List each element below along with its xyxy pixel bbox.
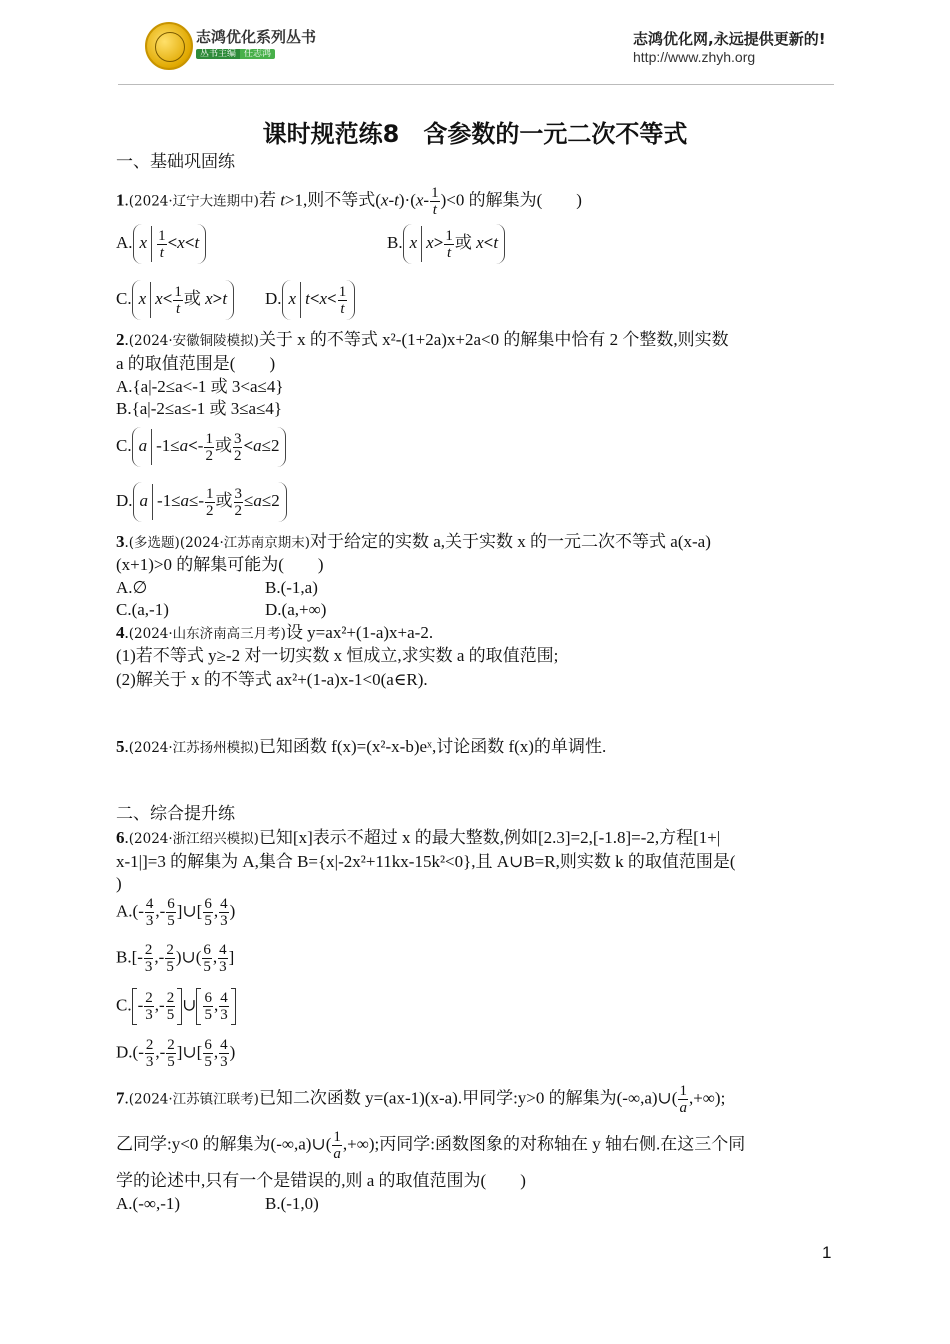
question-5-stem: 5.(2024·江苏扬州模拟)已知函数 f(x)=(x²-x-b)eˣ,讨论函数 f(x)的单调性. <box>116 737 607 756</box>
question-1-option-c[interactable]: C. x x< $\frac{1}{t}$ 或 x>t <box>116 280 234 320</box>
question-3-option-d[interactable]: D.(a,+∞) <box>265 600 327 619</box>
question-6-option-b[interactable]: B.[- $\frac{2}{3}$ ,- $\frac{2}{5}$ )∪( $\frac{6}{5}$ , $\frac{4}{3}$ ] <box>116 942 235 975</box>
question-2-option-c[interactable]: C. a -1≤a<- $\frac{1}{2}$ 或 $\frac{3}{2}$ <a≤2 <box>116 427 286 467</box>
header-divider <box>118 84 834 85</box>
question-1-stem: 1.(2024·辽宁大连期中)若 t>1,则不等式(x-t)·(x- $\frac{1}{t}$ )<0 的解集为( ) <box>116 185 582 218</box>
page-title: 课时规范练8 含参数的一元二次不等式 <box>262 120 688 148</box>
question-6-stem-cont: x-1|]=3 的解集为 A,集合 B={x|-2x²+11kx-15k²<0},且 A∪B=R,则实数 k 的取值范围是( <box>116 852 736 871</box>
question-2-stem: 2.(2024·安徽铜陵模拟)关于 x 的不等式 x²-(1+2a)x+2a<0 的解集中恰有 2 个整数,则实数 <box>116 330 729 349</box>
section-heading-1: 一、基础巩固练 <box>116 152 235 171</box>
question-1-option-a[interactable]: A. x $\frac{1}{t}$ <x<t <box>116 224 206 264</box>
series-name: 志鸿优化系列丛书 <box>196 28 317 46</box>
question-2-option-a[interactable]: A.{a|-2≤a<-1 或 3<a≤4} <box>116 377 284 396</box>
header-url[interactable]: http://www.zhyh.org <box>633 49 756 65</box>
editor-tag: 丛书主编 任志鸿 <box>196 48 275 61</box>
question-6-option-c[interactable]: C. - $\frac{2}{3}$ ,- $\frac{2}{5}$ ∪ $\frac{6}{5}$ , $\frac{4}{3}$ <box>116 988 236 1025</box>
section-heading-2: 二、综合提升练 <box>116 804 235 823</box>
question-3-option-c[interactable]: C.(a,-1) <box>116 600 169 619</box>
question-4-stem: 4.(2024·山东济南高三月考)设 y=ax²+(1-a)x+a-2. <box>116 623 434 642</box>
question-3-stem: 3.(多选题)(2024·江苏南京期末)对于给定的实数 a,关于实数 x 的一元二次不等式 a(x-a) <box>116 532 711 551</box>
question-4-part-2: (2)解关于 x 的不等式 ax²+(1-a)x-1<0(a∈R). <box>116 670 428 689</box>
question-3-option-b[interactable]: B.(-1,a) <box>265 578 318 597</box>
question-6-stem-end: ) <box>116 874 122 893</box>
question-6-option-a[interactable]: A.(- $\frac{4}{3}$ ,- $\frac{6}{5}$ ]∪[ $\frac{6}{5}$ , $\frac{4}{3}$ ) <box>116 896 236 929</box>
question-6-option-d[interactable]: D.(- $\frac{2}{3}$ ,- $\frac{2}{5}$ ]∪[ $\frac{6}{5}$ , $\frac{4}{3}$ ) <box>116 1037 236 1070</box>
question-1-option-b[interactable]: B. x x> $\frac{1}{t}$ 或 x<t <box>387 224 505 264</box>
question-2-stem-cont: a 的取值范围是( ) <box>116 354 276 373</box>
page-number: 1 <box>822 1243 832 1262</box>
question-2-option-d[interactable]: D. a -1≤a≤- $\frac{1}{2}$ 或 $\frac{3}{2}$ ≤a≤2 <box>116 482 287 522</box>
question-4-part-1: (1)若不等式 y≥-2 对一切实数 x 恒成立,求实数 a 的取值范围; <box>116 646 559 665</box>
question-7-option-a[interactable]: A.(-∞,-1) <box>116 1194 181 1213</box>
question-6-stem: 6.(2024·浙江绍兴模拟)已知[x]表示不超过 x 的最大整数,例如[2.3]=2,[-1.8]=-2,方程[1+| <box>116 828 721 847</box>
header-slogan: 志鸿优化网,永远提供更新的! <box>633 30 826 48</box>
question-7-stem-end: 学的论述中,只有一个是错误的,则 a 的取值范围为( ) <box>116 1171 526 1190</box>
question-1-option-d[interactable]: D. x t<x< $\frac{1}{t}$ <box>265 280 355 320</box>
question-7-stem-cont: 乙同学:y<0 的解集为(-∞,a)∪( $\frac{1}{a}$ ,+∞);丙同学:函数图象的对称轴在 y 轴右侧.在这三个同 <box>116 1129 746 1162</box>
question-7-option-b[interactable]: B.(-1,0) <box>265 1194 319 1213</box>
question-2-option-b[interactable]: B.{a|-2≤a≤-1 或 3≤a≤4} <box>116 399 283 418</box>
publisher-logo <box>145 22 193 70</box>
question-3-stem-cont: (x+1)>0 的解集可能为( ) <box>116 555 324 574</box>
question-7-stem: 7.(2024·江苏镇江联考)已知二次函数 y=(ax-1)(x-a).甲同学:y>0 的解集为(-∞,a)∪( $\frac{1}{a}$ ,+∞); <box>116 1083 726 1116</box>
question-3-option-a[interactable]: A.∅ <box>116 578 148 597</box>
